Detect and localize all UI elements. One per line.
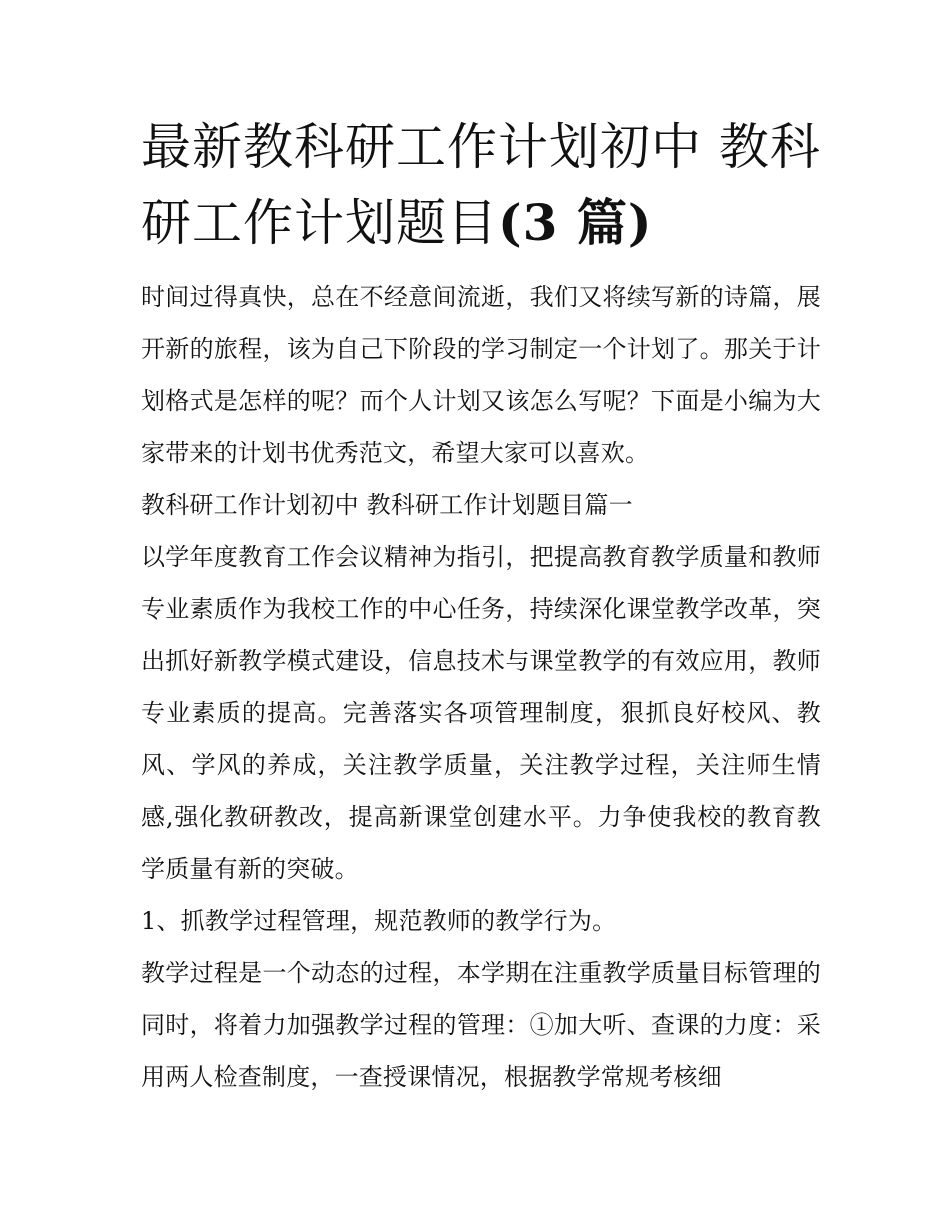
document-title-main: 最新教科研工作计划初中 教科研工作计划题目 (141, 118, 821, 252)
document-title (141, 110, 821, 261)
intro-paragraph: 时间过得真快，总在不经意间流逝，我们又将续写新的诗篇，展开新的旅程，该为自己下阶段的学习制定一个计划了。那关于计划格式是怎样的呢？而个人计划又该怎么写呢？下面是小编为大家带来的计划书优秀范文，希望大家可以喜欢。 (141, 283, 821, 467)
body-paragraph: 以学年度教育工作会议精神为指引，把提高教育教学质量和教师专业素质作为我校工作的中心任务，持续深化课堂教学改革，突出抓好新教学模式建设，信息技术与课堂教学的有效应用，教师专业素质的提高。完善落实各项管理制度，狠抓良好校风、教风、学风的养成，关注教学质量，关注教学过程，关注师生情感,强化教研教改，提高新课堂创建水平。力争使我校的教育教学质量有新的突破。 (141, 543, 821, 883)
section-heading: 教科研工作计划初中 教科研工作计划题目篇一 (141, 491, 633, 519)
document-title-suffix: (3 篇) (498, 193, 653, 252)
numbered-item: 1、抓教学过程管理，规范教师的教学行为。 (141, 907, 617, 935)
body-paragraph: 教学过程是一个动态的过程，本学期在注重教学质量目标管理的同时，将着力加强教学过程的管理：①加大听、查课的力度：采用两人检查制度，一查授课情况，根据教学常规考核细 (141, 959, 821, 1091)
document-page (141, 110, 821, 1103)
